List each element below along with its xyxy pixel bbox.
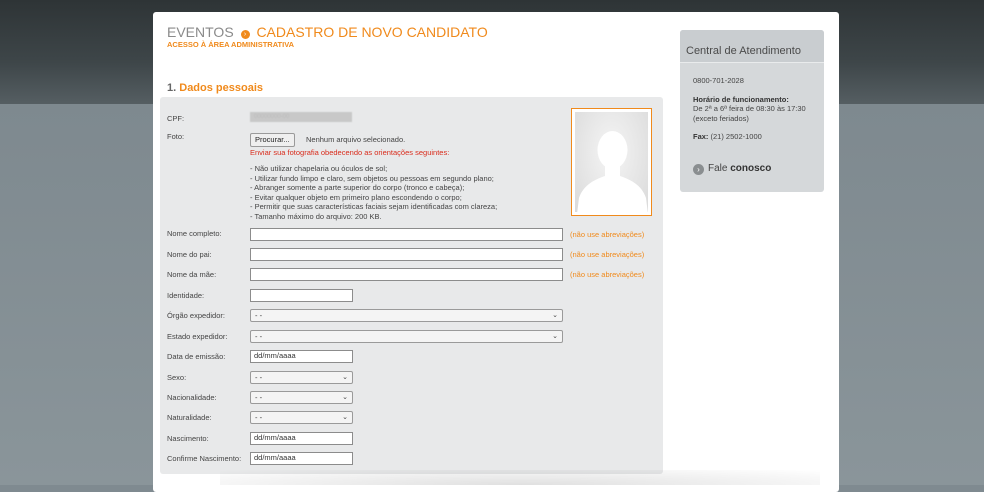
footer-shadow <box>220 470 820 485</box>
support-header <box>680 30 824 63</box>
photo-placeholder <box>571 108 652 216</box>
cpf-value: 00000000-00 <box>250 112 352 122</box>
hours-line: De 2ª a 6ª feira de 08:30 às 17:30 <box>693 104 806 113</box>
sex-label: Sexo: <box>167 373 187 382</box>
issuing-organ-select[interactable] <box>250 309 563 322</box>
birth-date-input[interactable]: dd/mm/aaaa <box>250 432 353 445</box>
file-status: Nenhum arquivo selecionado. <box>306 135 406 144</box>
section-title <box>167 82 263 94</box>
nationality-label: Nacionalidade: <box>167 393 217 402</box>
full-name-hint: (não use abreviações) <box>570 230 645 239</box>
title-new-candidate: CADASTRO DE NOVO CANDIDATO <box>256 24 488 40</box>
birthplace-select[interactable] <box>250 411 353 424</box>
support-panel <box>680 30 824 192</box>
identity-label: Identidade: <box>167 291 205 300</box>
arrow-right-icon: › <box>693 164 704 175</box>
section-number: 1. <box>167 82 177 94</box>
issuing-organ-label: Órgão expedidor: <box>167 311 225 320</box>
photo-rule: - Tamanho máximo do arquivo: 200 KB. <box>250 211 382 221</box>
sex-value: - - <box>255 373 263 382</box>
fax-value: (21) 2502-1000 <box>710 132 762 141</box>
hours-text <box>693 104 806 124</box>
issue-date-label: Data de emissão: <box>167 352 226 361</box>
birthplace-value: - - <box>255 413 263 422</box>
photo-rule: - Utilizar fundo limpo e claro, sem objetos ou pessoas em segundo plano; <box>250 173 494 183</box>
cpf-label: CPF: <box>167 114 185 123</box>
photo-rule: - Não utilizar chapelaria ou óculos de sol; <box>250 164 388 173</box>
full-name-input[interactable] <box>250 228 563 241</box>
photo-rule: - Abranger somente a parte superior do corpo (tronco e cabeça); <box>250 183 465 193</box>
full-name-label: Nome completo: <box>167 229 222 238</box>
identity-input[interactable] <box>250 289 353 302</box>
confirm-birth-input[interactable]: dd/mm/aaaa <box>250 452 353 465</box>
chevron-down-icon: ⌄ <box>552 333 558 340</box>
photo-rule: - Evitar qualquer objeto em primeiro plano escondendo o corpo; <box>250 192 462 202</box>
confirm-birth-label: Confirme Nascimento: <box>167 454 242 463</box>
nationality-select[interactable] <box>250 391 353 404</box>
page-title <box>167 24 488 40</box>
nationality-value: - - <box>255 393 263 402</box>
support-phone: 0800-701-2028 <box>693 76 744 85</box>
mother-name-input[interactable] <box>250 268 563 281</box>
issuing-organ-value: - - <box>255 311 263 320</box>
issuing-state-value: - - <box>255 332 263 341</box>
birth-date-label: Nascimento: <box>167 434 209 443</box>
browse-file-button[interactable]: Procurar... <box>250 133 295 147</box>
sex-select[interactable] <box>250 371 353 384</box>
chevron-down-icon: ⌄ <box>552 312 558 319</box>
issuing-state-label: Estado expedidor: <box>167 332 228 341</box>
issue-date-input[interactable]: dd/mm/aaaa <box>250 350 353 363</box>
section-label: Dados pessoais <box>179 82 264 94</box>
support-title: Central de Atendimento <box>686 45 801 57</box>
photo-warning: Enviar sua fotografia obedecendo as orientações seguintes: <box>250 148 450 157</box>
contact-text-1: Fale <box>708 163 728 174</box>
contact-link[interactable] <box>693 163 771 175</box>
mother-name-hint: (não use abreviações) <box>570 270 645 279</box>
chevron-down-icon: ⌄ <box>342 394 348 401</box>
chevron-down-icon: ⌄ <box>342 414 348 421</box>
photo-rule: - Permitir que suas características faciais sejam identificadas com clareza; <box>250 202 498 212</box>
title-events: EVENTOS <box>167 24 234 40</box>
arrow-bullet-icon: › <box>241 30 250 39</box>
hours-title: Horário de funcionamento: <box>693 95 789 104</box>
father-name-label: Nome do pai: <box>167 250 212 259</box>
hours-line: (exceto feriados) <box>693 114 749 123</box>
father-name-hint: (não use abreviações) <box>570 250 645 259</box>
photo-rules <box>250 164 497 222</box>
birthplace-label: Naturalidade: <box>167 413 212 422</box>
fax-info <box>693 132 762 141</box>
fax-label: Fax: <box>693 132 709 141</box>
avatar-icon <box>575 112 648 212</box>
chevron-down-icon: ⌄ <box>342 374 348 381</box>
contact-text-2: conosco <box>730 163 772 174</box>
father-name-input[interactable] <box>250 248 563 261</box>
mother-name-label: Nome da mãe: <box>167 270 217 279</box>
issuing-state-select[interactable] <box>250 330 563 343</box>
page-subtitle: ACESSO À ÁREA ADMINISTRATIVA <box>167 40 295 49</box>
photo-label: Foto: <box>167 132 185 141</box>
